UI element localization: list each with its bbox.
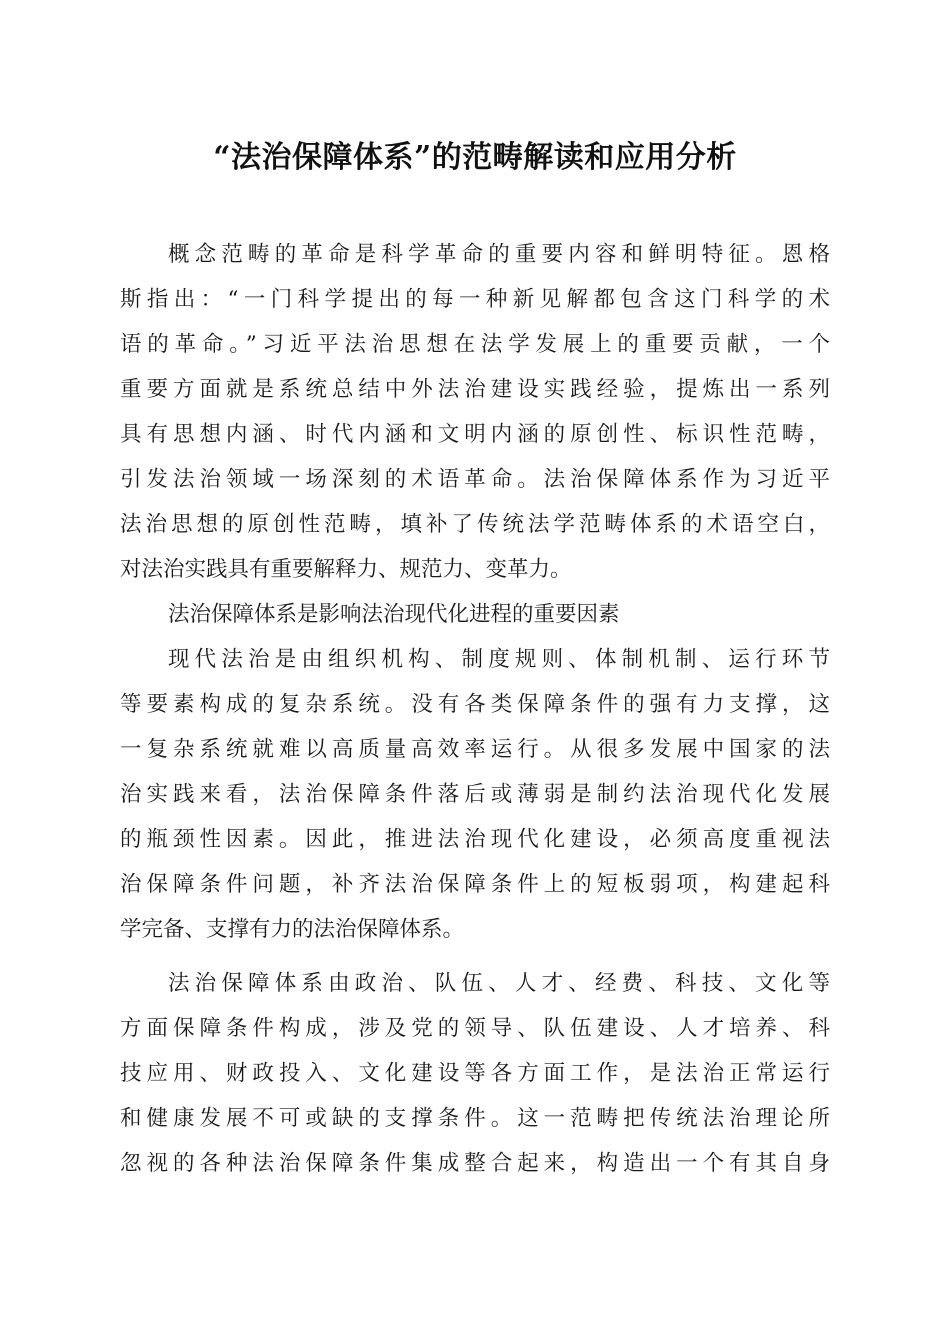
text-line: 重要方面就是系统总结中外法治建设实践经验，提炼出一系列 bbox=[120, 377, 830, 402]
text-line: 一复杂系统就难以高质量高效率运行。从很多发展中国家的法 bbox=[120, 737, 830, 762]
text-line: 等要素构成的复杂系统。没有各类保障条件的强有力支撑，这 bbox=[120, 692, 830, 717]
text-line: 忽视的各种法治保障条件集成整合起来，构造出一个有其自身 bbox=[120, 1151, 830, 1176]
text-line: 方面保障条件构成，涉及党的领导、队伍建设、人才培养、科 bbox=[120, 1016, 830, 1041]
text-line: 法治思想的原创性范畴，填补了传统法学范畴体系的术语空白， bbox=[120, 512, 830, 537]
text-line: 概念范畴的革命是科学革命的重要内容和鲜明特征。恩格 bbox=[168, 242, 830, 267]
document-body bbox=[120, 232, 830, 1186]
text-line: 法治保障体系由政治、队伍、人才、经费、科技、文化等 bbox=[168, 971, 830, 996]
document-title: “法治保障体系”的范畴解读和应用分析 bbox=[213, 140, 737, 175]
text-line: 具有思想内涵、时代内涵和文明内涵的原创性、标识性范畴， bbox=[120, 422, 830, 447]
text-line: 学完备、支撑有力的法治保障体系。 bbox=[120, 917, 465, 942]
paragraph-intro bbox=[120, 232, 830, 592]
text-line: 治实践来看，法治保障条件落后或薄弱是制约法治现代化发展 bbox=[120, 782, 830, 807]
text-line: 语的革命。”习近平法治思想在法学发展上的重要贡献，一个 bbox=[120, 332, 830, 357]
text-line: 和健康发展不可或缺的支撑条件。这一范畴把传统法治理论所 bbox=[120, 1106, 830, 1131]
section-heading bbox=[120, 592, 830, 637]
text-line: 的瓶颈性因素。因此，推进法治现代化建设，必须高度重视法 bbox=[120, 827, 830, 852]
paragraph-modern-rule-of-law bbox=[120, 637, 830, 952]
section-heading-text: 法治保障体系是影响法治现代化进程的重要因素 bbox=[168, 602, 620, 627]
text-line: 对法治实践具有重要解释力、规范力、变革力。 bbox=[120, 557, 572, 582]
text-line: 现代法治是由组织机构、制度规则、体制机制、运行环节 bbox=[168, 647, 830, 672]
text-line: 斯指出：“一门科学提出的每一种新见解都包含这门科学的术 bbox=[120, 287, 830, 312]
text-line: 技应用、财政投入、文化建设等各方面工作，是法治正常运行 bbox=[120, 1061, 830, 1086]
paragraph-guarantee-system bbox=[120, 961, 830, 1186]
text-line: 治保障条件问题，补齐法治保障条件上的短板弱项，构建起科 bbox=[120, 872, 830, 897]
text-line: 引发法治领域一场深刻的术语革命。法治保障体系作为习近平 bbox=[120, 467, 830, 492]
paragraph-gap bbox=[120, 952, 830, 961]
